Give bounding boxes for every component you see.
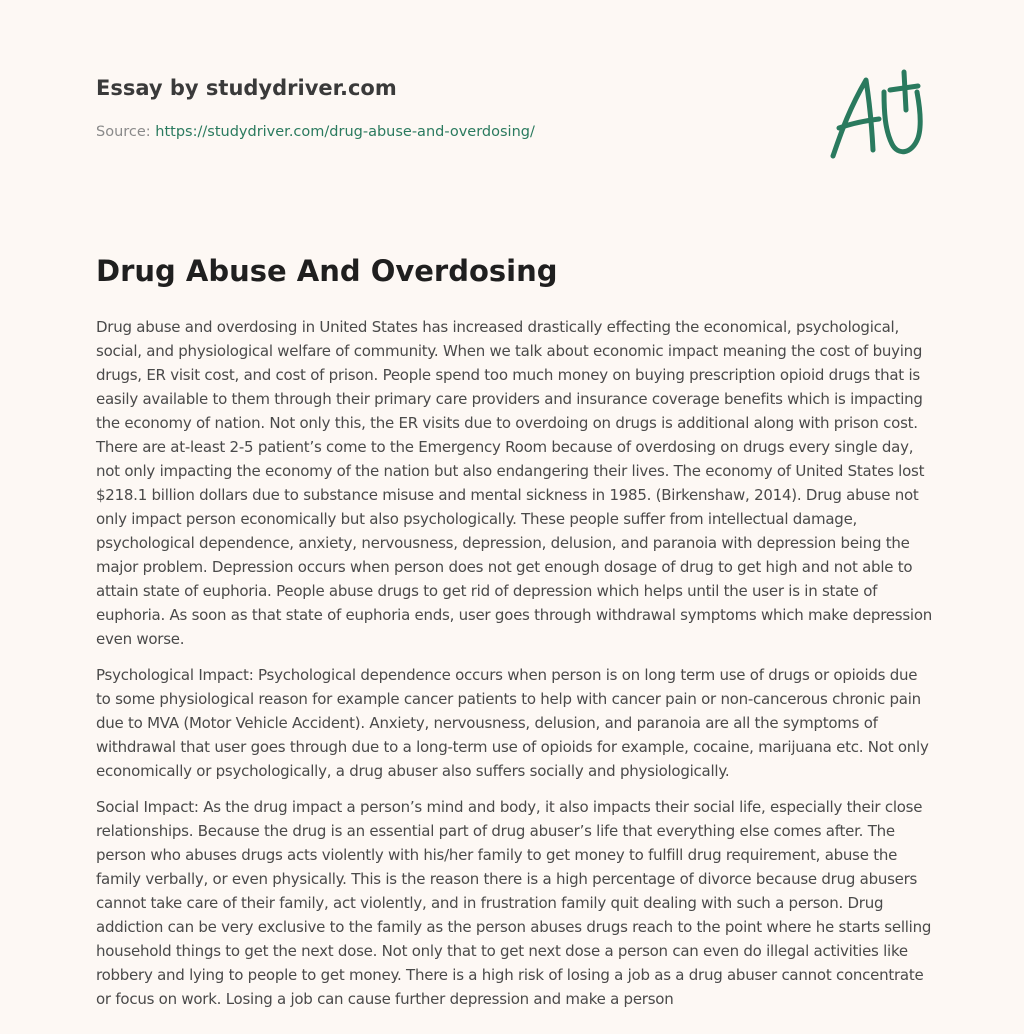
a-plus-logo-icon xyxy=(826,66,930,166)
source-link[interactable]: https://studydriver.com/drug-abuse-and-overdosing/ xyxy=(155,124,535,140)
essay-paragraph: Psychological Impact: Psychological dependence occurs when person is on long term use of drugs or opioids due to some physiological reason for example cancer patients to help with cancer pain or non-cancerous chronic pain due to MVA (Motor Vehicle Accident). Anxiety, nervousness, delusion, and paranoia are all the symptoms of withdrawal that user goes through due to a long-term use of opioids for example, cocaine, marijuana etc. Not only economically or psychologically, a drug abuser also suffers socially and physiologically. xyxy=(96,666,929,780)
essay-paragraph: Social Impact: As the drug impact a person’s mind and body, it also impacts their social life, especially their close relationships. Because the drug is an essential part of drug abuser’s life that everything else comes after. The person who abuses drugs acts violently with his/her family to get money to fulfill drug requirement, abuse the family verbally, or even physically. This is the reason there is a high percentage of divorce because drug abusers cannot take care of their family, act violently, and in frustration family quit dealing with such a person. Drug addiction can be very exclusive to the family as the person abuses drugs reach to the point where he starts selling household things to get the next dose. Not only that to get next dose a person can even do illegal activities like robbery and lying to people to get money. There is a high risk of losing a job as a drug abuser cannot concentrate or focus on work. Losing a job can cause further depression and make a person xyxy=(96,798,932,1008)
site-title: Essay by studydriver.com xyxy=(96,76,397,100)
essay-paragraph: Drug abuse and overdosing in United States has increased drastically effecting the economical, psychological, social, and physiological welfare of community. When we talk about economic impact meaning the cost of buying drugs, ER visit cost, and cost of prison. People spend too much money on buying prescription opioid drugs that is easily available to them through their primary care providers and insurance coverage benefits which is impacting the economy of nation. Not only this, the ER visits due to overdoing on drugs is additional along with prison cost. There are at-least 2-5 patient’s come to the Emergency Room because of overdosing on drugs every single day, not only impacting the economy of the nation but also endangering their lives. The economy of United States lost $218.1 billion dollars due to substance misuse and mental sickness in 1985. (Birkenshaw, 2014). Drug abuse not only impact person economically but also psychologically. These people suffer from intellectual damage, psychological dependence, anxiety, nervousness, depression, delusion, and paranoia with depression being the major problem. Depression occurs when person does not get enough dosage of drug to get high and not able to attain state of euphoria. People abuse drugs to get rid of depression which helps until the user is in state of euphoria. As soon as that state of euphoria ends, user goes through withdrawal symptoms which make depression even worse. xyxy=(96,318,932,648)
page-header xyxy=(96,0,928,240)
source-line xyxy=(96,124,535,140)
source-label: Source: xyxy=(96,124,156,140)
essay-body xyxy=(96,315,932,1023)
essay-title: Drug Abuse And Overdosing xyxy=(96,254,558,288)
